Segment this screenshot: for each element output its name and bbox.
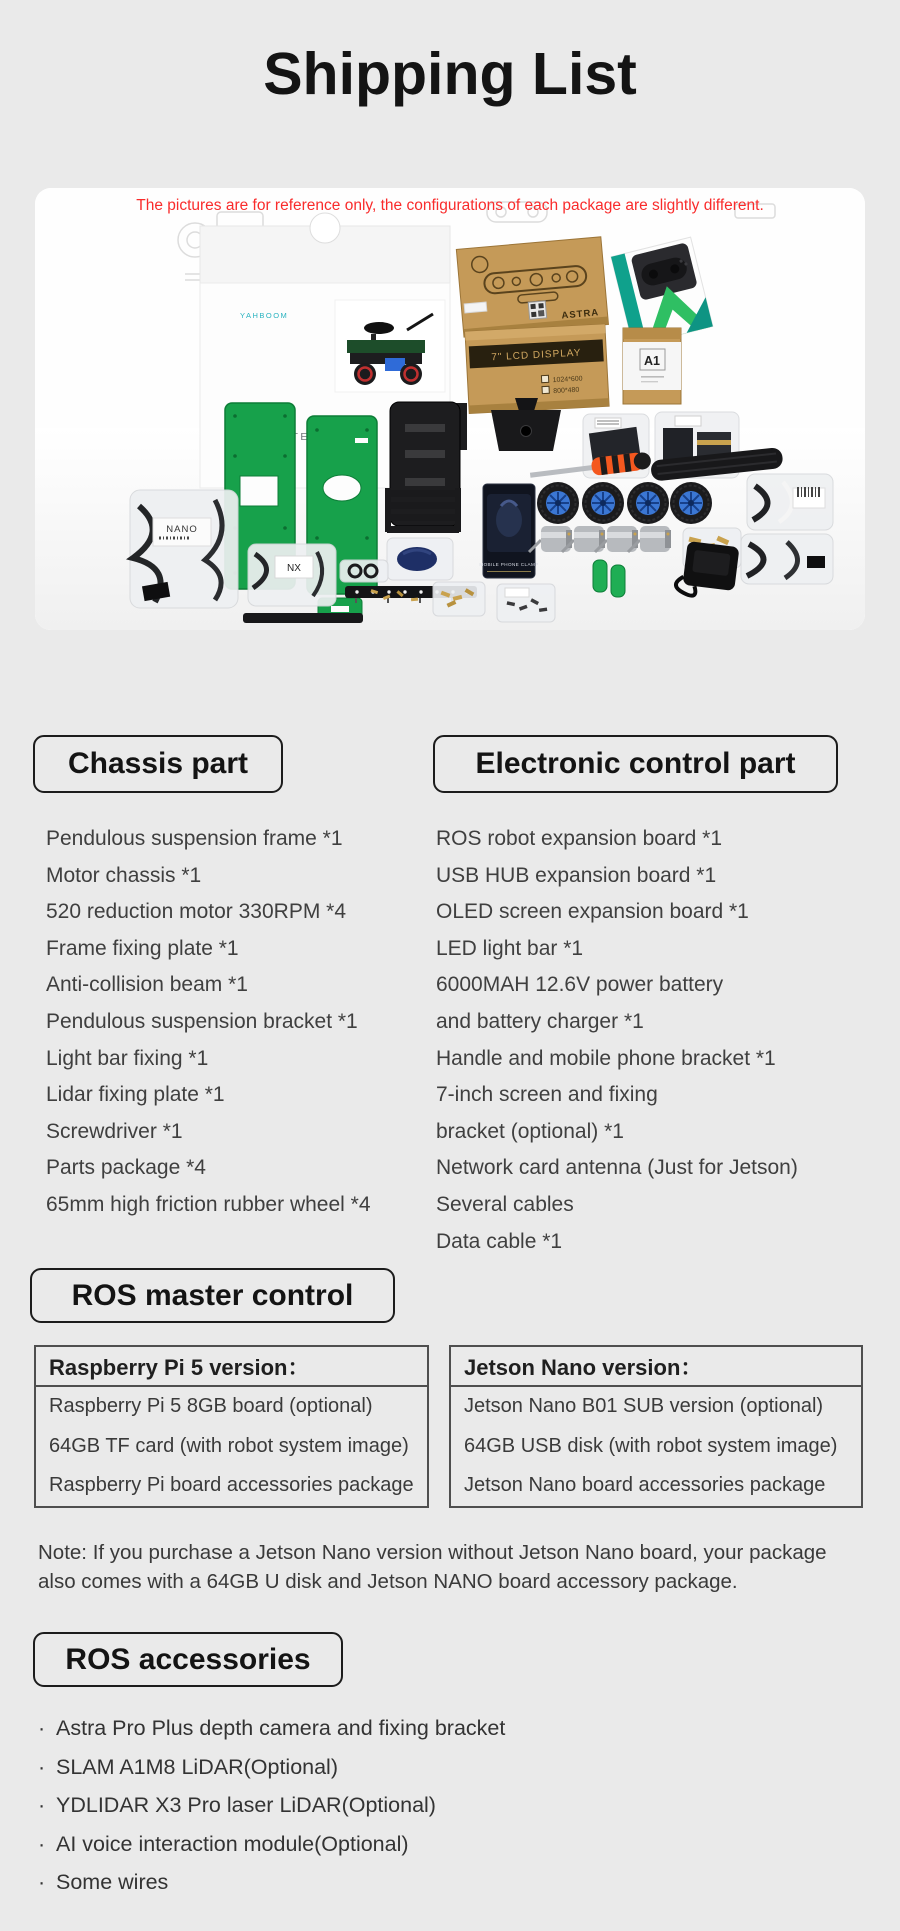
qr-sticker xyxy=(528,301,546,319)
list-item: Pendulous suspension frame *1 xyxy=(46,827,343,850)
section-title-chassis-part: Chassis part xyxy=(33,735,283,793)
list-item: USB HUB expansion board *1 xyxy=(436,863,717,887)
list-item: 520 reduction motor 330RPM *4 xyxy=(46,900,346,924)
bullet-text: YDLIDAR X3 Pro laser LiDAR(Optional) xyxy=(56,1793,436,1817)
table-row: Jetson Nano board accessories package xyxy=(464,1474,826,1497)
list-item: Parts package *4 xyxy=(46,1156,206,1180)
bullet-item xyxy=(38,1709,505,1748)
raspberry-pi-version-table xyxy=(34,1345,429,1508)
note-line: also comes with a 64GB U disk and Jetson NANO board accessory package. xyxy=(38,1570,738,1593)
table-row: 64GB USB disk (with robot system image) xyxy=(464,1434,838,1457)
list-item: Anti-collision beam *1 xyxy=(46,973,248,997)
list-item: LED light bar *1 xyxy=(436,936,584,960)
page-title: Shipping List xyxy=(263,41,637,107)
bullet-dot: · xyxy=(38,1716,46,1740)
jetson-note xyxy=(38,1538,870,1596)
nano-cable-bag xyxy=(130,490,238,608)
chassis-part-list xyxy=(46,821,371,1224)
nano-label: NANO xyxy=(166,524,198,535)
astra-label: ASTRA xyxy=(561,307,600,322)
table-row: 64GB TF card (with robot system image) xyxy=(49,1434,409,1457)
list-item: 65mm high friction rubber wheel *4 xyxy=(46,1192,371,1216)
list-item: 7-inch screen and fixing xyxy=(436,1083,658,1107)
bullet-text: Some wires xyxy=(56,1870,169,1894)
cable-bag-right-2 xyxy=(741,534,833,584)
table-header: Jetson Nano version： xyxy=(451,1347,861,1387)
section-title-ros-master-control: ROS master control xyxy=(30,1268,395,1323)
bullet-item xyxy=(38,1825,505,1864)
bullet-dot: · xyxy=(38,1793,46,1817)
photo-caption: The pictures are for reference only, the configurations of each package are slightly different. xyxy=(136,197,764,214)
note-line: Note: If you purchase a Jetson Nano version without Jetson Nano board, your package xyxy=(38,1541,827,1564)
bullet-item xyxy=(38,1863,505,1902)
oring-bag xyxy=(340,560,388,582)
list-item: Screwdriver *1 xyxy=(46,1119,183,1143)
product-photo-card xyxy=(35,188,865,630)
rosmaster-logo-text: YAHBOOM xyxy=(240,311,289,320)
bullet-text: Astra Pro Plus depth camera and fixing bracket xyxy=(56,1716,506,1740)
light-bar-fixing xyxy=(243,613,363,623)
list-item: Handle and mobile phone bracket *1 xyxy=(436,1046,776,1070)
table-header: Raspberry Pi 5 version： xyxy=(36,1347,427,1387)
section-title-ros-accessories: ROS accessories xyxy=(33,1632,343,1687)
list-item: bracket (optional) *1 xyxy=(436,1119,624,1143)
phone-clamp-box xyxy=(479,484,538,578)
screw-bag xyxy=(497,584,555,622)
bullet-text: SLAM A1M8 LiDAR(Optional) xyxy=(56,1754,338,1779)
robot-car-picture xyxy=(335,300,445,392)
lcd-res1: 1024*600 xyxy=(552,375,583,385)
lcd-title: 7" LCD DISPLAY xyxy=(491,347,582,364)
table-row: Raspberry Pi board accessories package xyxy=(49,1474,414,1497)
nx-label: NX xyxy=(287,563,301,574)
list-item: Network card antenna (Just for Jetson) xyxy=(436,1156,798,1180)
table-row: Jetson Nano B01 SUB version (optional) xyxy=(464,1395,824,1418)
lcd-res2: 800*480 xyxy=(553,386,580,396)
list-item: Pendulous suspension bracket *1 xyxy=(46,1009,358,1033)
bullet-dot: · xyxy=(38,1870,46,1894)
list-item: and battery charger *1 xyxy=(436,1009,644,1033)
cable-bag-right-1 xyxy=(747,474,833,530)
list-item: Several cables xyxy=(436,1192,574,1216)
bullet-item xyxy=(38,1786,505,1825)
list-item: Motor chassis *1 xyxy=(46,863,202,887)
nx-cable-bag xyxy=(248,544,336,606)
jetson-nano-version-table xyxy=(449,1345,863,1508)
bullet-dot: · xyxy=(38,1754,46,1779)
a1-label: A1 xyxy=(644,354,660,368)
bullet-dot: · xyxy=(38,1831,46,1856)
table-row: Raspberry Pi 5 8GB board (optional) xyxy=(49,1395,373,1418)
list-item: Frame fixing plate *1 xyxy=(46,936,239,960)
electronic-control-list xyxy=(436,821,798,1260)
a1-box xyxy=(623,328,681,404)
reduction-motors xyxy=(529,526,671,552)
ros-accessories-list xyxy=(38,1709,505,1902)
shipping-parts-illustration xyxy=(35,188,865,630)
bag-blue-item xyxy=(387,538,453,580)
list-item: Data cable *1 xyxy=(436,1229,563,1253)
bullet-item xyxy=(38,1748,505,1787)
bullet-text: AI voice interaction module(Optional) xyxy=(56,1831,409,1856)
list-item: 6000MAH 12.6V power battery xyxy=(436,973,724,997)
list-item: OLED screen expansion board *1 xyxy=(436,900,749,924)
list-item: Lidar fixing plate *1 xyxy=(46,1083,225,1107)
list-item: Light bar fixing *1 xyxy=(46,1046,209,1070)
brass-screws-bag xyxy=(433,582,485,616)
astra-box xyxy=(456,237,608,337)
clamp-label: MOBILE PHONE CLAMP xyxy=(479,562,539,567)
section-title-electronic-control-part: Electronic control part xyxy=(433,735,838,793)
list-item: ROS robot expansion board *1 xyxy=(436,827,723,850)
